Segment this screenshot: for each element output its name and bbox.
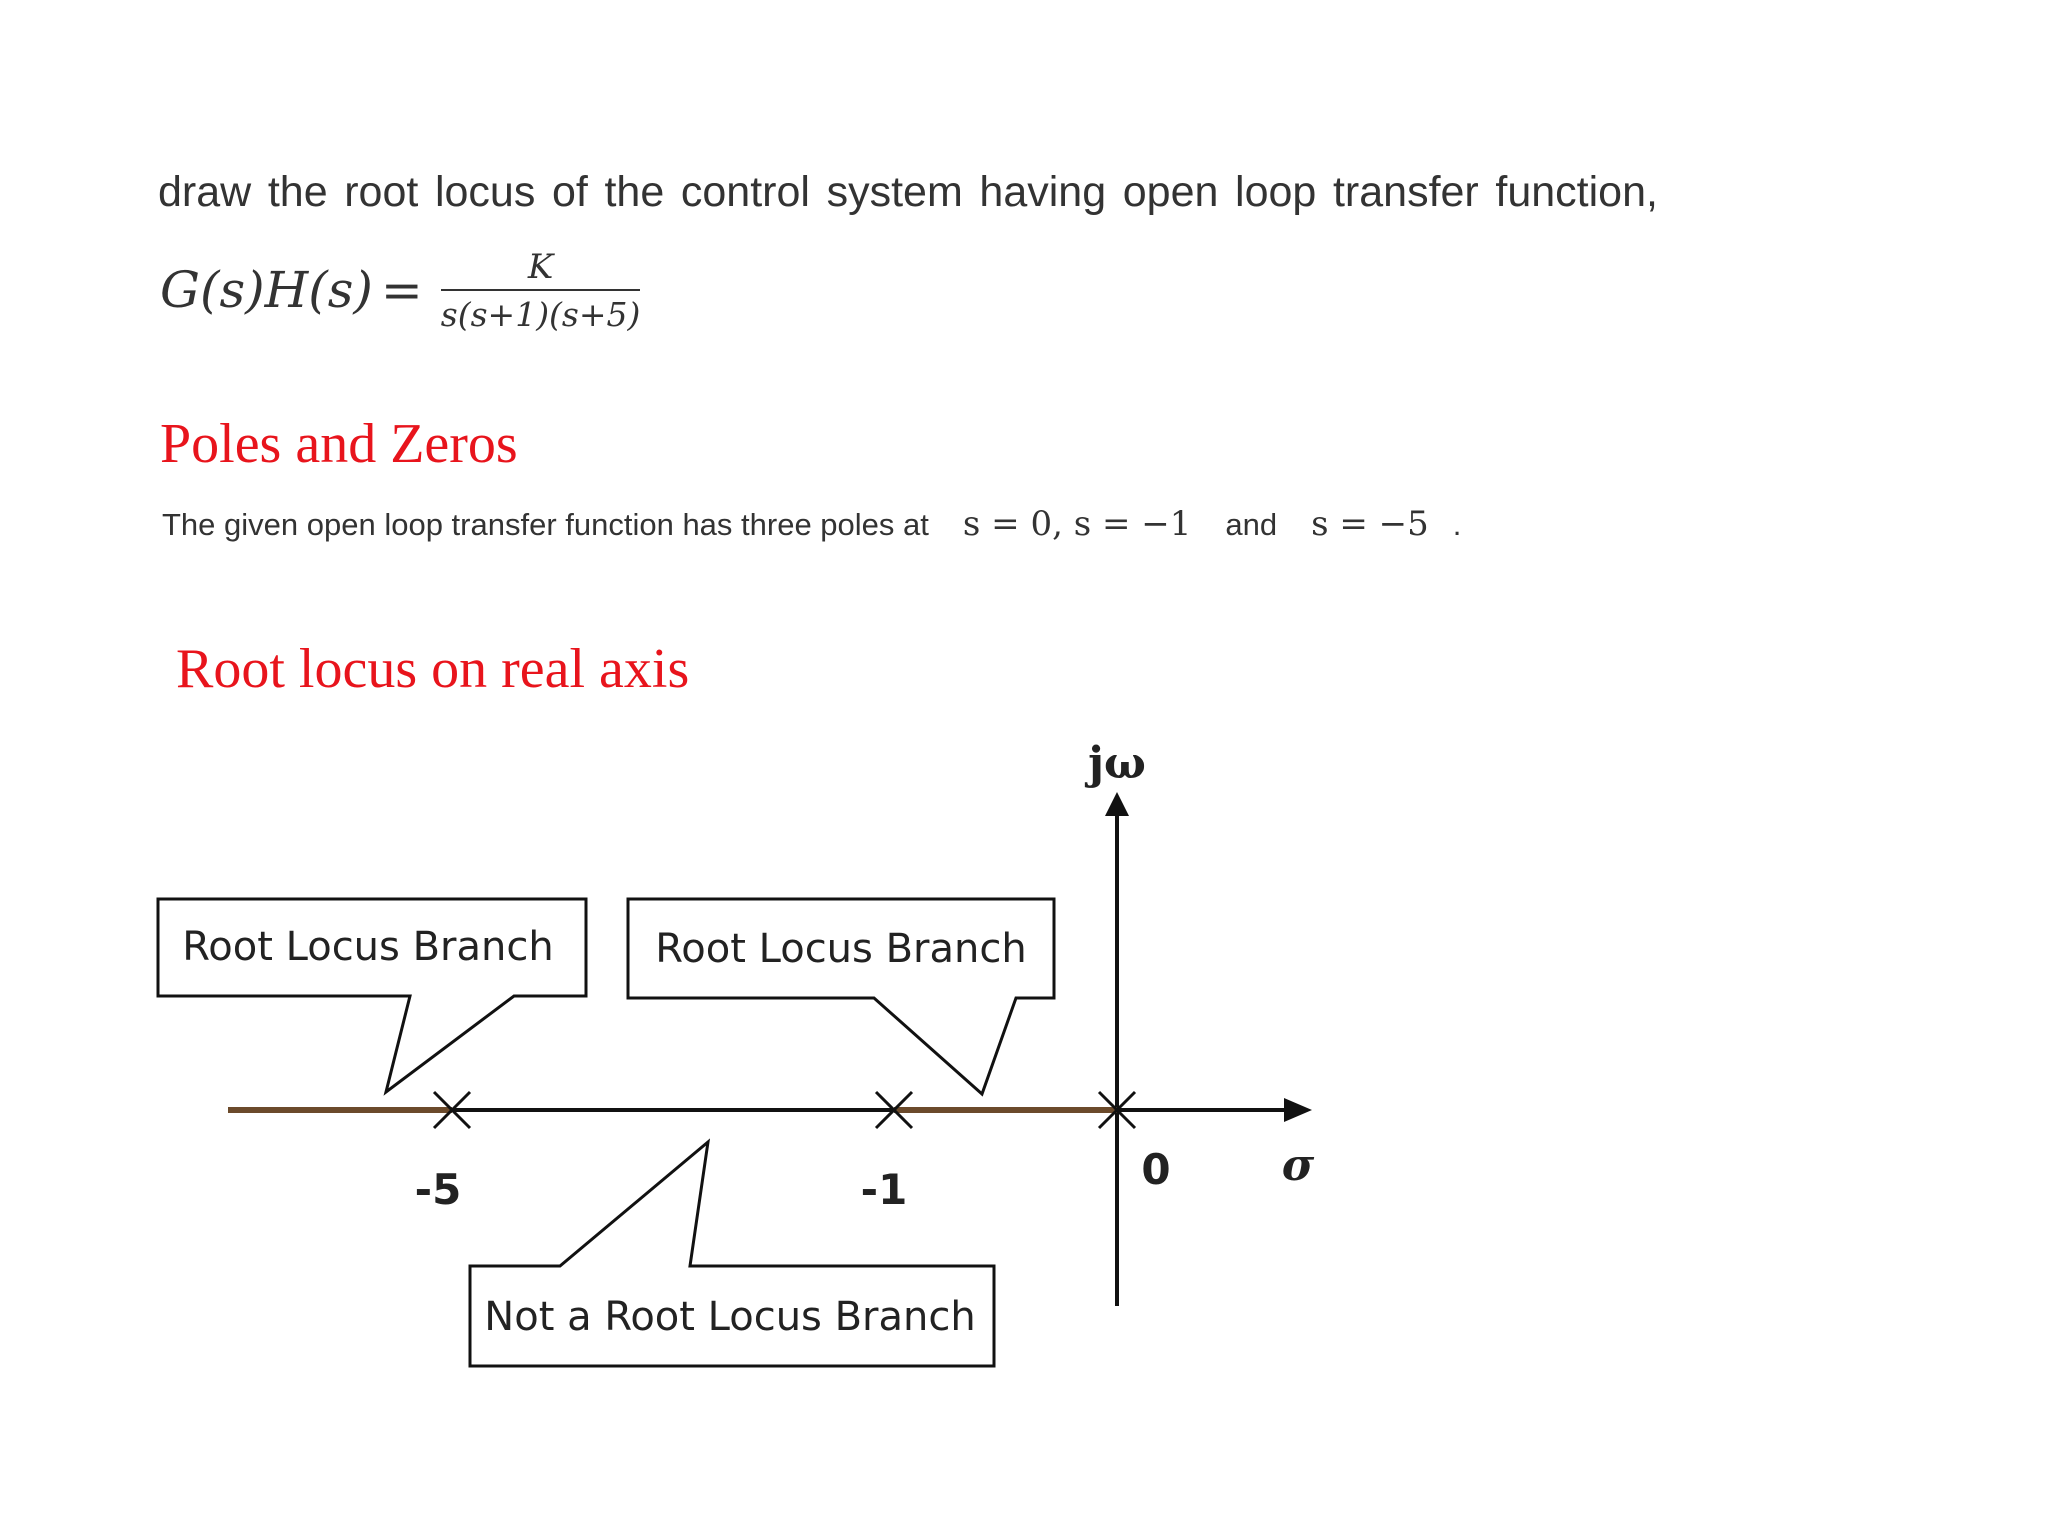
imaginary-axis-arrowhead [1105,792,1129,816]
callout-not-branch-text: Not a Root Locus Branch [484,1294,976,1340]
intro-word: the [267,168,328,216]
poles-connector: and [1225,507,1278,542]
pole-label-zero: 0 [1141,1145,1171,1194]
pole-label-minus-5: -5 [414,1165,462,1214]
root-locus-heading: Root locus on real axis [176,638,690,700]
formula-lhs-text: G(s)H(s) [160,261,373,319]
callout-right-branch-text: Root Locus Branch [655,926,1027,972]
intro-word: having [979,168,1107,216]
poles-math-1: s = 0, s = −1 [962,504,1192,544]
poles-text: The given open loop transfer function has three poles at [162,507,929,542]
pole-label-minus-1: -1 [860,1165,908,1214]
intro-word: function, [1495,168,1658,216]
callout-left-branch-text: Root Locus Branch [182,924,554,970]
intro-word: locus [434,168,536,216]
intro-word: of [551,168,588,216]
formula-numerator: K [441,247,641,291]
poles-and-zeros-heading: Poles and Zeros [160,413,518,475]
poles-math-2: s = −5 [1311,504,1429,544]
formula-equals: = [380,261,423,319]
intro-word: the [604,168,665,216]
real-axis-label: σ [1281,1140,1315,1191]
intro-word: system [826,168,963,216]
intro-word: transfer [1332,168,1479,216]
formula-denominator: s(s+1)(s+5) [440,294,641,334]
intro-word: draw [158,168,252,216]
intro-word: loop [1235,168,1317,216]
intro-word: open [1122,168,1219,216]
real-axis-arrowhead [1284,1098,1312,1122]
intro-word: control [680,168,810,216]
poles-end: . [1452,507,1462,542]
intro-word: root [344,168,419,216]
imaginary-axis-label: jω [1088,738,1146,789]
